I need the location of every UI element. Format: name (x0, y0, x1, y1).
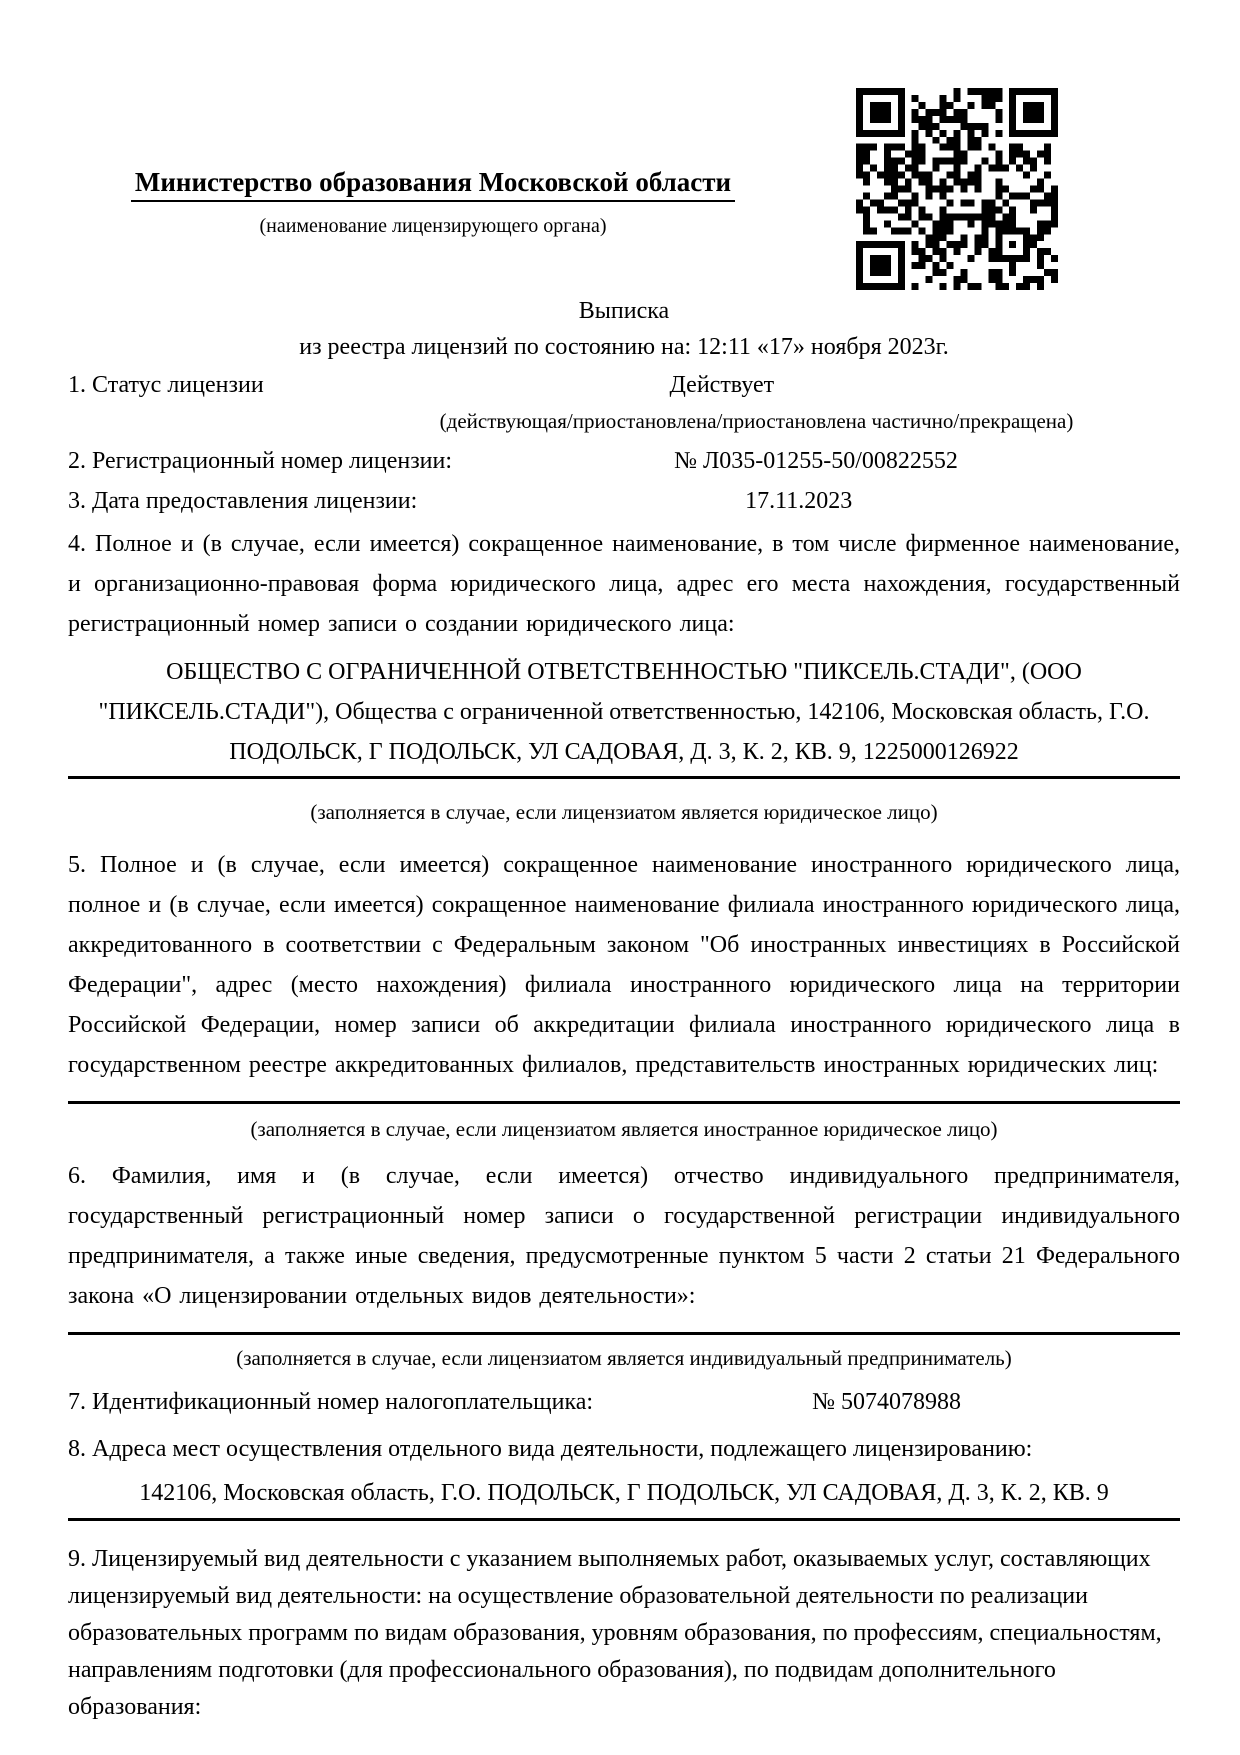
licensing-authority-caption: (наименование лицензирующего органа) (259, 215, 607, 237)
document-header (68, 166, 798, 238)
field-activity-addresses-label: 8. Адреса мест осуществления отдельного вида деятельности, подлежащего лицензированию: (68, 1436, 1033, 1462)
field-foreign-entity-caption: (заполняется в случае, если лицензиатом является иностранное юридическое лицо) (250, 1117, 998, 1141)
licensing-authority-name: Министерство образования Московской области (131, 166, 735, 202)
field-registration-number-label: 2. Регистрационный номер лицензии: (68, 448, 453, 474)
field-license-status-caption: (действующая/приостановлена/приостановлена частично/прекращена) (439, 409, 1074, 433)
qr-code (856, 88, 1058, 290)
field-license-status (68, 370, 1180, 400)
field-license-grant-date (68, 486, 1180, 516)
document-title: Выписка (578, 298, 670, 324)
field-activity-addresses-value: 142106, Московская область, Г.О. ПОДОЛЬСК, Г ПОДОЛЬСК, УЛ САДОВАЯ, Д. 3, К. 2, КВ. 9 (68, 1478, 1180, 1521)
document-subtitle: из реестра лицензий по состоянию на: 12:11 «17» ноября 2023г. (299, 334, 949, 360)
field-taxpayer-number (68, 1387, 1180, 1417)
field-taxpayer-number-value: № 5074078988 (812, 1389, 961, 1415)
field-license-status-value: Действует (669, 372, 775, 398)
field-licensed-activity-description: 9. Лицензируемый вид деятельности с указанием выполняемых работ, оказываемых услуг, составляющих лицензируемый вид деятельности: на осуществление образовательной деятельности по реализации образовательных программ по видам образования, уровням образования, по профессиям, специальностям, направлениям подготовки (для профессионального образования), по подвидам дополнительного образования: (68, 1546, 1162, 1720)
field-license-grant-date-value: 17.11.2023 (745, 488, 853, 514)
field-license-status-label: 1. Статус лицензии (68, 372, 264, 398)
field-foreign-entity-blank-line (68, 1101, 1180, 1104)
field-foreign-entity-description: 5. Полное и (в случае, если имеется) сокращенное наименование иностранного юридического лица, полное и (в случае, если имеется) сокращенное наименование филиала иностранного юридического лица, аккредитованного в соответствии с Федеральным законом "Об иностранных инвестициях в Российской Федерации", адрес (место нахождения) филиала иностранного юридического лица на территории Российской Федерации, номер записи об аккредитации филиала иностранного юридического лица в государственном реестре аккредитованных филиалов, представительств иностранных юридических лиц: (68, 852, 1180, 1078)
field-individual-entrepreneur-description: 6. Фамилия, имя и (в случае, если имеется) отчество индивидуального предпринимателя, государственный регистрационный номер записи о государственной регистрации индивидуального предпринимателя, а также иные сведения, предусмотренные пунктом 5 части 2 статьи 21 Федерального закона «О лицензировании отдельных видов деятельности»: (68, 1163, 1180, 1309)
field-legal-entity-name-value: ОБЩЕСТВО С ОГРАНИЧЕННОЙ ОТВЕТСТВЕННОСТЬЮ "ПИКСЕЛЬ.СТАДИ", (ООО "ПИКСЕЛЬ.СТАДИ"), Общества с ограниченной ответственностью, 142106, Московская область, Г.О. ПОДОЛЬСК, Г ПОДОЛЬСК, УЛ САДОВАЯ, Д. 3, К. 2, КВ. 9, 1225000126922 (68, 652, 1180, 779)
field-legal-entity-name-description: 4. Полное и (в случае, если имеется) сокращенное наименование, в том числе фирменное наименование, и организационно-правовая форма юридического лица, адрес его места нахождения, государственный регистрационный номер записи о создании юридического лица: (68, 531, 1180, 637)
field-registration-number (68, 446, 1180, 476)
field-individual-entrepreneur-caption: (заполняется в случае, если лицензиатом является индивидуальный предприниматель) (236, 1346, 1012, 1370)
field-taxpayer-number-label: 7. Идентификационный номер налогоплательщика: (68, 1389, 594, 1415)
field-registration-number-value: № Л035-01255-50/00822552 (674, 448, 958, 474)
field-individual-entrepreneur-blank-line (68, 1332, 1180, 1335)
field-license-grant-date-label: 3. Дата предоставления лицензии: (68, 488, 418, 514)
field-legal-entity-name-caption: (заполняется в случае, если лицензиатом является юридическое лицо) (310, 800, 938, 824)
